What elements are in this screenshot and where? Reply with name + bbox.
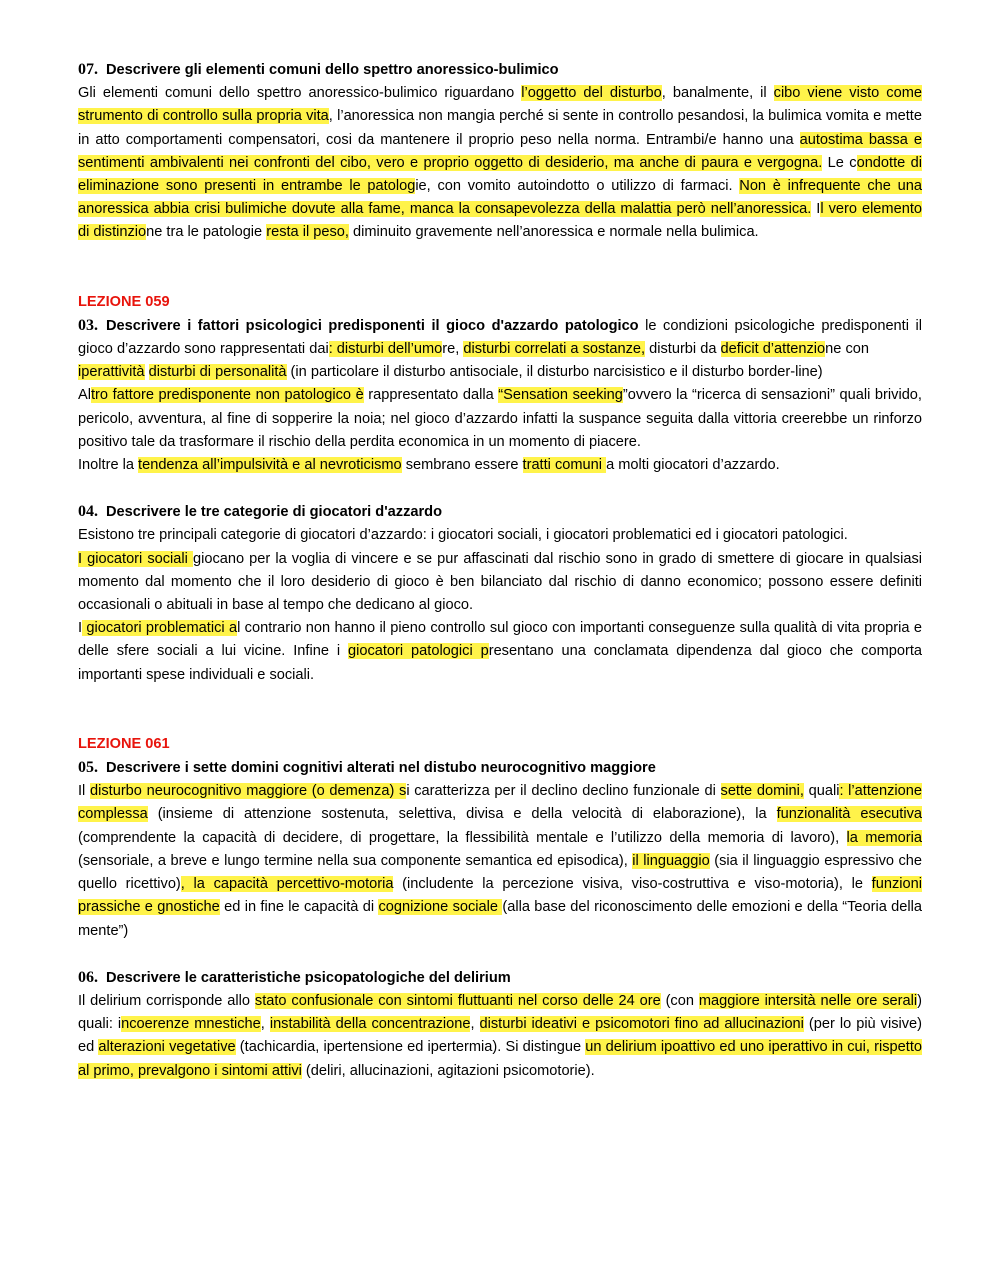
text-run: diminuito gravemente nell’anoressica e normale nella bulimica.	[348, 224, 759, 241]
highlight: cognizione sociale	[378, 899, 503, 916]
text-run: ,	[260, 1016, 270, 1033]
text-run: quali	[803, 783, 840, 800]
answer-paragraph	[78, 990, 922, 1083]
highlight: stato confusionale con sintomi fluttuanti nel corso delle 24 ore	[254, 992, 661, 1009]
highlight: disturbi correlati a sostanze,	[463, 341, 646, 358]
text-run: Al	[78, 387, 91, 404]
text-run: (tachicardia, ipertensione ed ipertermia). Si distingue	[235, 1039, 586, 1056]
text-run: I	[78, 620, 83, 637]
highlight: “Sensation seeking	[498, 387, 623, 404]
question-heading	[78, 500, 922, 524]
text-run: , banalmente, il	[661, 85, 774, 102]
highlight: l vero elemento di distinzio	[78, 201, 922, 241]
answer-paragraph	[78, 780, 922, 942]
question-title: Descrivere le caratteristiche psicopatologiche del delirium	[106, 969, 511, 986]
lesson-heading: LEZIONE 061	[78, 735, 170, 752]
question-number: 07.	[78, 61, 98, 78]
text-run: disturbi da	[645, 341, 721, 358]
text-run: Il delirium corrisponde allo	[78, 992, 255, 1009]
text-run: re,	[442, 341, 464, 358]
text-run: i caratterizza per il declino declino funzionale di	[406, 783, 721, 800]
text-run: ”ovvero la “ricerca di sensazioni” quali brivido, pericolo, avventura, al fine di sopperire la noia; nel gioco d’azzardo infatti la suspance seguita dalla vittoria creerebbe un rinforzo positivo tale da trasformare il rischio della perdita economica in un momento di piacere.	[78, 387, 922, 450]
text-run: (deliri, allucinazioni, agitazioni psicomotorie).	[301, 1062, 595, 1079]
text-run: sembrano essere	[401, 457, 523, 474]
question-number: 05.	[78, 759, 98, 777]
highlight: alterazioni vegetative	[98, 1039, 236, 1056]
text-run: (includente la percezione visiva, viso-costruttiva e viso-motoria), le	[393, 876, 872, 893]
text-run: resentano una conclamata dipendenza dal gioco che comporta importanti spese individuali e sociali.	[78, 643, 923, 683]
text-run: a molti giocatori d’azzardo.	[606, 457, 780, 474]
text-run: ,	[470, 1016, 480, 1033]
text-run: ed in fine le capacità di	[219, 899, 379, 916]
text-run: (sia il linguaggio espressivo che quello ricettivo)	[78, 852, 922, 893]
answer-paragraph	[78, 548, 922, 618]
highlight: sette domini,	[720, 783, 804, 800]
question-number: 06.	[78, 968, 98, 986]
text-run: (con	[660, 992, 699, 1009]
answer-paragraph	[78, 384, 922, 454]
question-title: Descrivere i fattori psicologici predisponenti il gioco d'azzardo patologico	[106, 317, 639, 334]
highlight: disturbi ideativi e psicomotori fino ad allucinazioni	[479, 1016, 804, 1033]
text-run: Le c	[822, 154, 857, 171]
text-run: (in particolare il disturbo antisociale, il disturbo narcisistico e il disturbo border-line)	[286, 364, 823, 381]
text-run: , l’anoressica non mangia perché si sente in controllo pesandosi, la bulimica vomita e mette in atto comportamenti compensatori, cosi da mantenere il proprio peso nella norma. Entrambi/e hanno una	[78, 108, 922, 148]
text-run: le condizioni psicologiche predisponenti il gioco d’azzardo sono rappresentati dai	[78, 317, 922, 358]
highlight: : l’attenzione complessa	[78, 783, 923, 823]
highlight: resta il peso,	[266, 224, 349, 241]
highlight: , la capacità percettivo-motoria	[180, 876, 394, 893]
answer-paragraph	[78, 82, 922, 244]
highlight: giocatori patologici p	[347, 643, 489, 660]
question-number: 03.	[78, 316, 98, 334]
answer-paragraph	[78, 454, 922, 477]
text-run: Il	[78, 783, 90, 800]
text-run: I	[811, 201, 821, 218]
text-run: Inoltre la	[78, 457, 139, 474]
text-run: ne tra le patologie	[146, 224, 267, 241]
highlight: deficit d’attenzio	[720, 341, 826, 358]
text-run: (sensoriale, a breve e lungo termine nella sua componente semantica ed episodica),	[78, 852, 633, 869]
highlight: ondotte di eliminazione sono presenti in entrambe le patolog	[78, 154, 922, 195]
text-run: (per lo più visive) ed	[78, 1016, 923, 1056]
answer-paragraph: Esistono tre principali categorie di giocatori d’azzardo: i giocatori sociali, i giocatori problematici ed i giocatori patologici.	[78, 527, 848, 544]
highlight: l’oggetto del disturbo	[521, 85, 662, 102]
text-run: ie, con vomito autoindotto o utilizzo di farmaci.	[415, 178, 740, 195]
text-run: (comprendente la capacità di decidere, di progettare, la flessibilità mentale e l’utilizzo della memoria di lavoro),	[78, 829, 847, 846]
question-number: 04.	[78, 503, 98, 521]
highlight: tratti comuni	[522, 457, 607, 474]
text-run: ne con	[825, 341, 869, 358]
question-heading	[78, 58, 922, 82]
highlight: autostima bassa e sentimenti ambivalenti nei confronti del cibo, vero e proprio oggetto di desiderio, ma anche di paura e vergogna.	[78, 131, 922, 171]
text-run: ) quali: i	[78, 992, 922, 1033]
highlight: tendenza all’impulsività e al nevroticismo	[138, 457, 402, 474]
highlight: funzioni prassiche e gnostiche	[78, 876, 922, 916]
document-page	[78, 58, 922, 1083]
highlight: instabilità della concentrazione	[269, 1016, 471, 1033]
question-title: Descrivere gli elementi comuni dello spettro anoressico-bulimico	[106, 62, 559, 78]
text-run: Gli elementi comuni dello spettro anoressico-bulimico riguardano	[78, 85, 522, 102]
highlight: funzionalità esecutiva	[776, 806, 922, 823]
highlight: disturbo neurocognitivo maggiore (o demenza) s	[90, 783, 407, 800]
lesson-heading: LEZIONE 059	[78, 293, 170, 310]
highlight: ncoerenze mnestiche	[121, 1016, 261, 1033]
highlight: un delirium ipoattivo ed uno iperattivo in cui, rispetto al primo, prevalgono i sintomi attivi	[78, 1039, 922, 1079]
answer-paragraph	[78, 617, 922, 687]
highlight: la memoria	[846, 829, 922, 846]
text-run	[145, 364, 149, 380]
answer-paragraph	[78, 314, 922, 361]
question-heading	[78, 966, 922, 990]
text-run: (insieme di attenzione sostenuta, selettiva, divisa e della velocità di elaborazione), la	[147, 806, 777, 823]
text-run: l contrario non hanno il pieno controllo sul gioco con importanti conseguenze sulla qualità di vita propria e delle sfere sociali a lui vicine. Infine i	[78, 620, 922, 660]
highlight: cibo viene visto come strumento di controllo sulla propria vita	[78, 85, 922, 125]
highlight: il linguaggio	[632, 852, 710, 869]
highlight: giocatori problematici a	[82, 620, 238, 637]
answer-paragraph	[78, 361, 922, 384]
question-title: Descrivere le tre categorie di giocatori d'azzardo	[106, 504, 443, 521]
question-heading	[78, 756, 922, 780]
highlight: iperattività	[78, 364, 145, 381]
highlight: I giocatori sociali	[78, 550, 193, 567]
highlight: : disturbi dell’umo	[328, 341, 443, 358]
highlight: tro fattore predisponente non patologico è	[90, 387, 364, 404]
highlight: Non è infrequente che una anoressica abbia crisi bulimiche dovute alla fame, manca la consapevolezza della malattia però nell’anoressica.	[78, 178, 922, 218]
highlight: disturbi di personalità	[148, 364, 287, 381]
question-title: Descrivere i sette domini cognitivi alterati nel distubo neurocognitivo maggiore	[106, 760, 656, 777]
highlight: maggiore intersità nelle ore serali	[698, 992, 918, 1009]
text-run: giocano per la voglia di vincere e se pur affascinati dal rischio sono in grado di smettere di giocare in qualsiasi momento dal momento che il loro desiderio di gioco è ben bilanciato dal rischio di danno economico; possono essere definiti occasionali o abituali in base al tempo che dedicano al gioco.	[78, 550, 922, 614]
text-run: (alla base del riconoscimento delle emozioni e della “Teoria della mente”)	[78, 899, 923, 939]
text-run: rappresentato dalla	[363, 387, 499, 404]
